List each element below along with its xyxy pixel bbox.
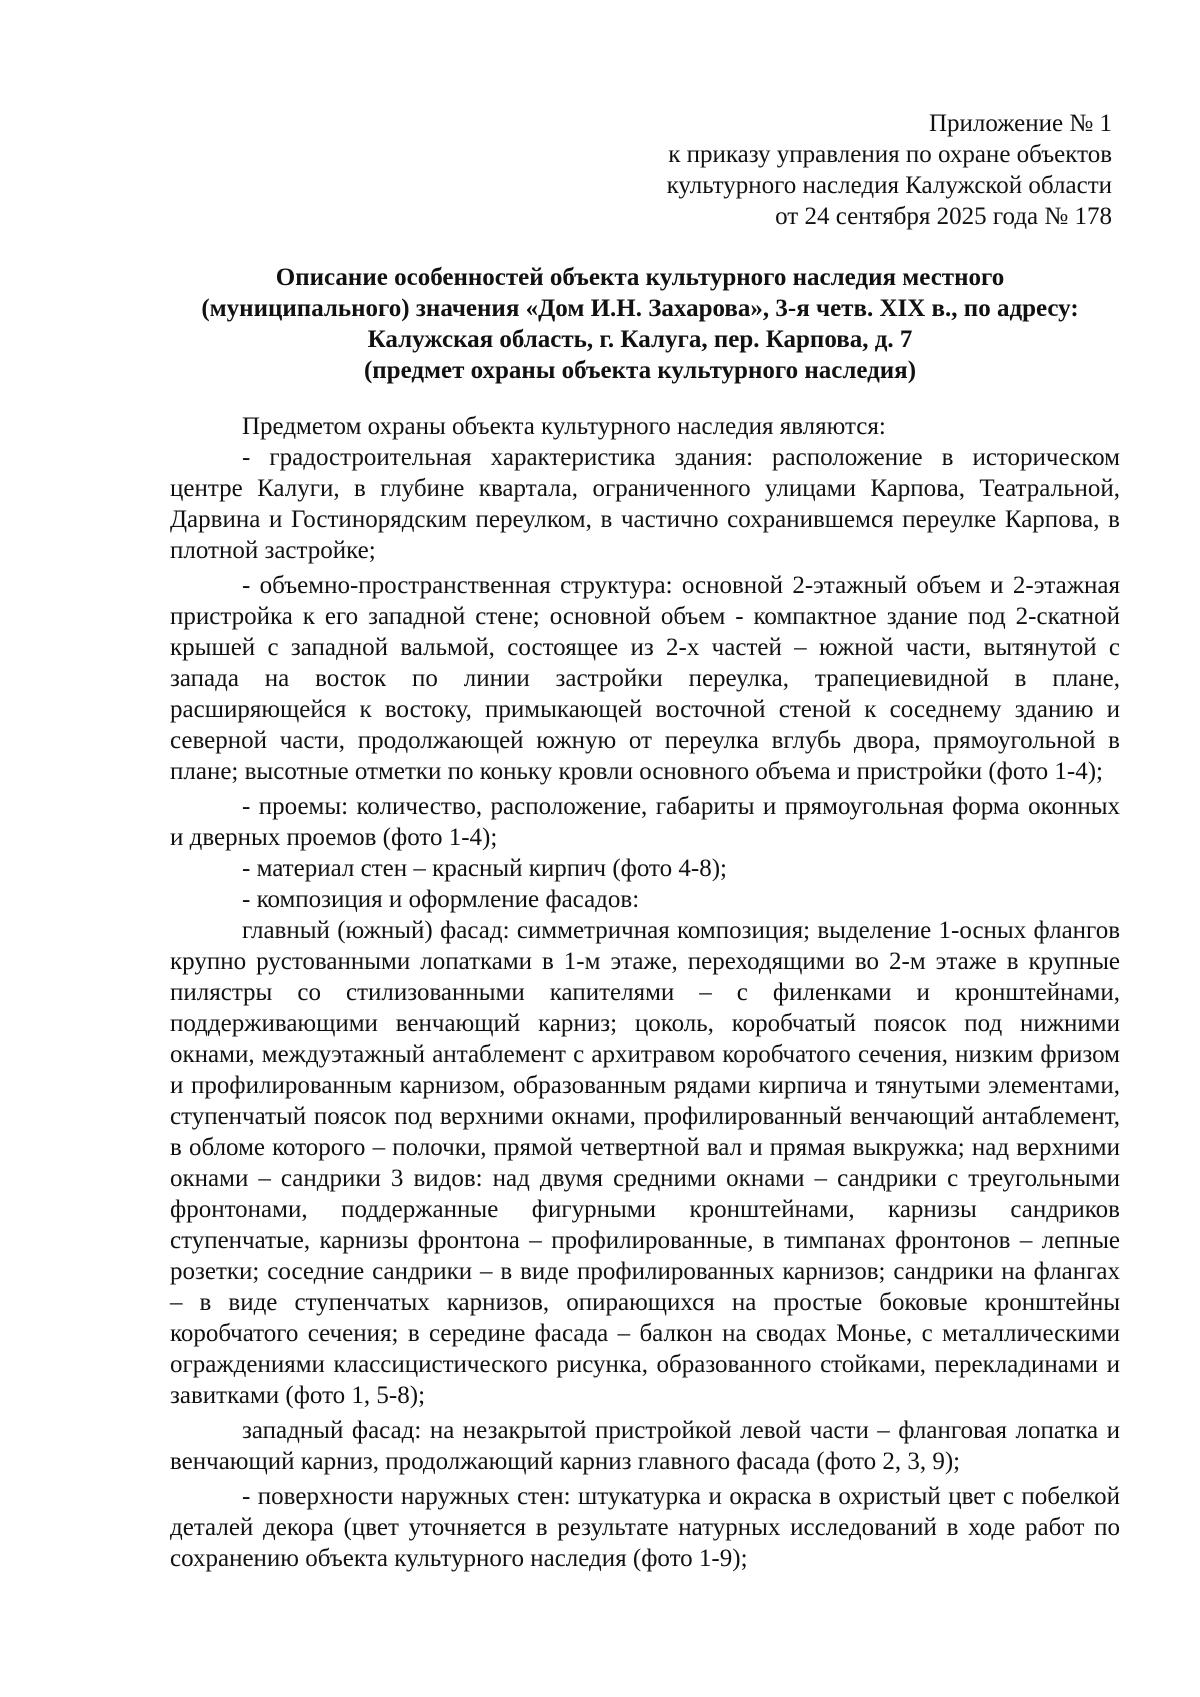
title-line: Описание особенностей объекта культурного наследия местного: [275, 264, 1005, 291]
appendix-line: Приложение № 1: [928, 110, 1112, 137]
paragraph-openings: - проемы: количество, расположение, габариты и прямоугольная форма оконных и дверных проемов (фото 1-4);: [170, 793, 1120, 851]
paragraph-intro: Предметом охраны объекта культурного наследия являются:: [242, 413, 886, 440]
paragraph-main-facade: главный (южный) фасад: симметричная композиция; выделение 1-осных флангов крупно рустованными лопатками в 1-м этаже, переходящими во 2-м этаже в крупные пилястры со стилизованными капителями – с филенками и кронштейнами, поддерживающими венчающий карниз; цоколь, коробчатый поясок под нижними окнами, междуэтажный антаблемент с архитравом коробчатого сечения, низким фризом и профилированным карнизом, образованным рядами кирпича и тянутыми элементами, ступенчатый поясок под верхними окнами, профилированный венчающий антаблемент, в обломе которого – полочки, прямой четвертной вал и прямая выкружка; над верхними окнами – сандрики 3 видов: над двумя средними окнами – сандрики с треугольными фронтонами, поддержанные фигурными кронштейнами, карнизы сандриков ступенчатые, карнизы фронтона – профилированные, в тимпанах фронтонов – лепные розетки; соседние сандрики – в виде профилированных карнизов; сандрики на флангах – в виде ступенчатых карнизов, опирающихся на простые боковые кронштейны коробчатого сечения; в середине фасада – балкон на сводах Монье, с металлическими ограждениями классицистического рисунка, образованного стойками, перекладинами и завитками (фото 1, 5-8);: [170, 917, 1120, 1409]
appendix-line: от 24 сентября 2025 года № 178: [775, 203, 1112, 230]
appendix-header: [667, 108, 1112, 232]
appendix-line: к приказу управления по охране объектов: [668, 141, 1112, 168]
title-line: Калужская область, г. Калуга, пер. Карпова, д. 7: [367, 326, 913, 353]
document-title: [150, 262, 1130, 386]
title-line: (муниципального) значения «Дом И.Н. Захарова», 3-я четв. XIX в., по адресу:: [201, 295, 1079, 322]
paragraph-urban-characteristics: - градостроительная характеристика здания: расположение в историческом центре Калуги, в глубине квартала, ограниченного улицами Карпова, Театральной, Дарвина и Гостинорядским переулком, в частично сохранившемся переулке Карпова, в плотной застройке;: [170, 444, 1120, 564]
document-body: [170, 411, 1120, 1574]
paragraph-facade-composition: - композиция и оформление фасадов:: [242, 886, 640, 913]
paragraph-west-facade: западный фасад: на незакрытой пристройкой левой части – фланговая лопатка и венчающий карниз, продолжающий карниз главного фасада (фото 2, 3, 9);: [170, 1417, 1120, 1475]
paragraph-wall-material: - материал стен – красный кирпич (фото 4-8);: [242, 855, 727, 882]
paragraph-volume-structure: - объемно-пространственная структура: основной 2-этажный объем и 2-этажная пристройка к его западной стене; основной объем - компактное здание под 2-скатной крышей с западной вальмой, состоящее из 2-х частей – южной части, вытянутой с запада на восток по линии застройки переулка, трапециевидной в плане, расширяющейся к востоку, примыкающей восточной стеной к соседнему зданию и северной части, продолжающей южную от переулка вглубь двора, прямоугольной в плане; высотные отметки по коньку кровли основного объема и пристройки (фото 1-4);: [170, 572, 1120, 785]
title-line: (предмет охраны объекта культурного наследия): [363, 357, 917, 384]
paragraph-wall-surfaces: - поверхности наружных стен: штукатурка и окраска в охристый цвет с побелкой деталей декора (цвет уточняется в результате натурных исследований в ходе работ по сохранению объекта культурного наследия (фото 1-9);: [170, 1483, 1120, 1572]
appendix-line: культурного наследия Калужской области: [666, 172, 1112, 199]
